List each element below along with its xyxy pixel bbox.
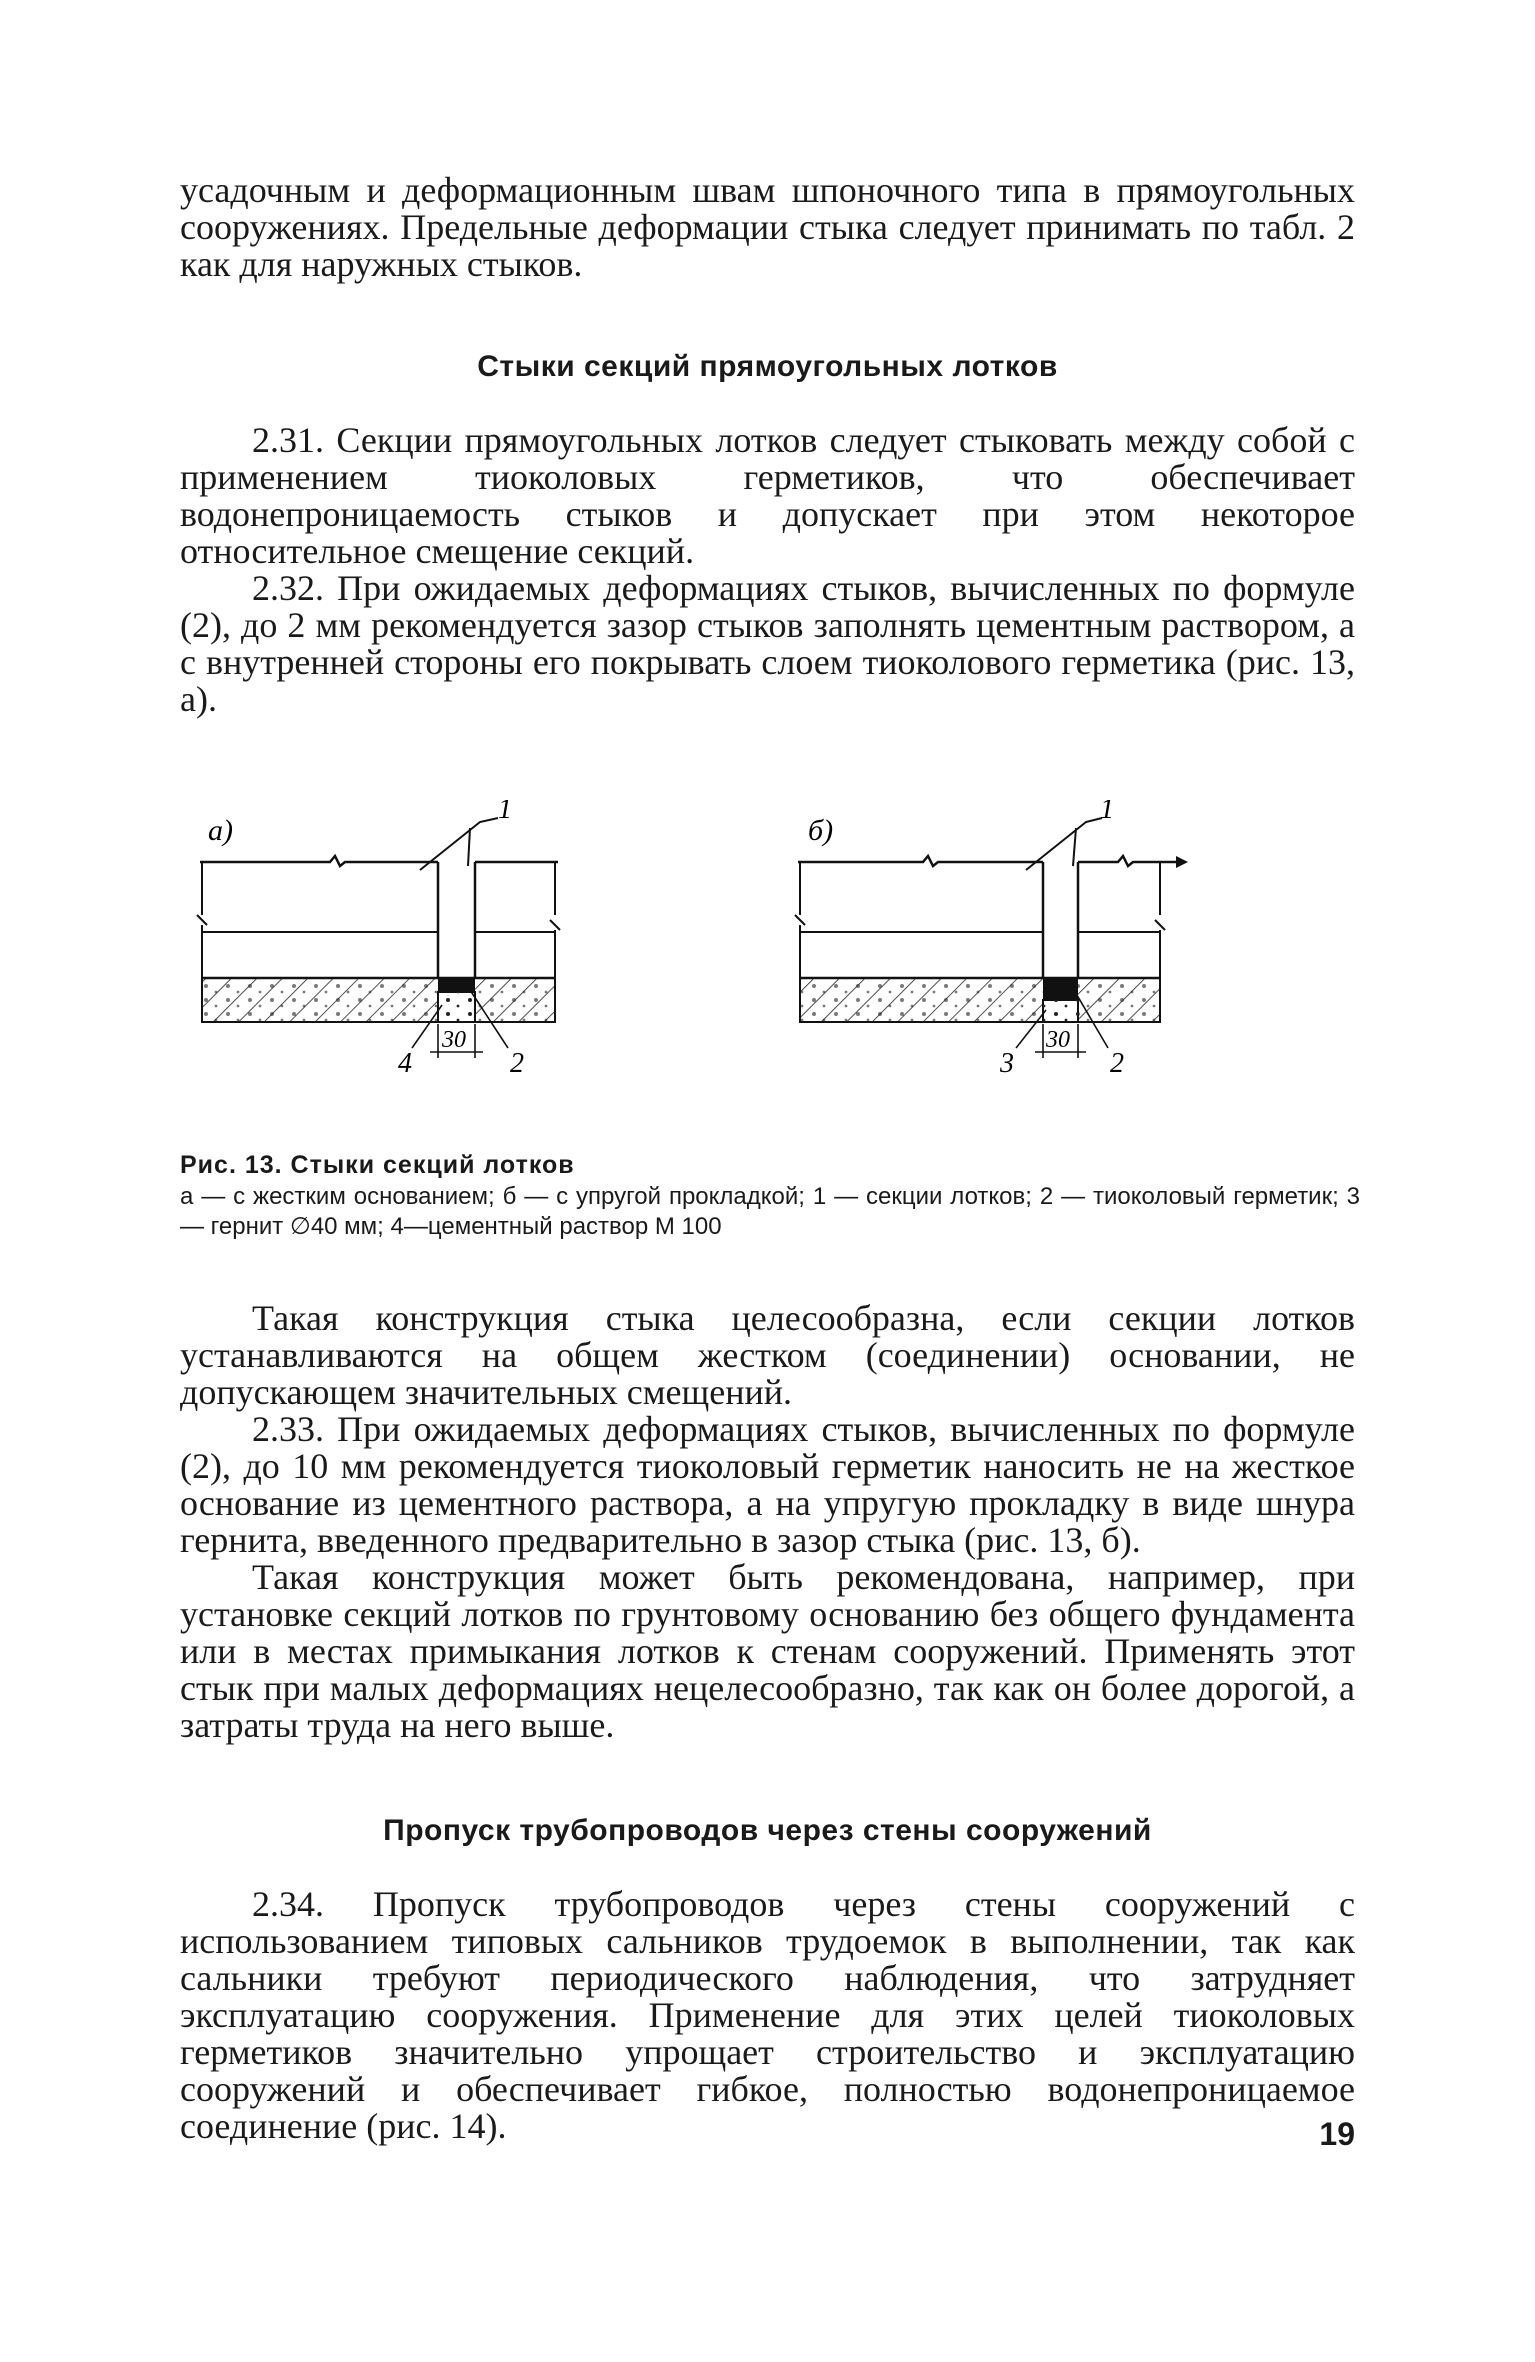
paragraph-2-31: 2.31. Секции прямоугольных лотков следует стыковать между собой с применением тиоколовых герметиков, что обеспечивает водонепроницаемость стыков и допускает при этом некоторое относительное смещение секций.	[180, 420, 1355, 571]
section-heading-pipelines: Пропуск трубопроводов через стены сооружений	[383, 1814, 1152, 1847]
section-2-33	[180, 1300, 1355, 1744]
panel-b-dimension: 30	[1046, 1027, 1070, 1053]
panel-b-label-1: 1	[1100, 800, 1114, 825]
panel-b-label: б)	[808, 814, 834, 847]
figure-panel-b	[795, 800, 1188, 1079]
panel-a-label-4: 4	[398, 1048, 412, 1079]
figure-panel-a	[197, 800, 560, 1079]
panel-a-label-2: 2	[510, 1048, 524, 1079]
paragraph-intro: усадочным и деформационным швам шпоночного типа в прямоугольных сооружениях. Предельные деформации стыка следует принимать по табл. 2 как для наружных стыков.	[180, 170, 1355, 284]
paragraph-2-33: 2.33. При ожидаемых деформациях стыков, вычисленных по формуле (2), до 10 мм рекомендуется тиоколовый герметик наносить не на жесткое основание из цементного раствора, а на упругую прокладку в виде шнура гернита, введенного предварительно в зазор стыка (рис. 13, б).	[180, 1409, 1355, 1560]
section-heading-joints: Стыки секций прямоугольных лотков	[477, 350, 1058, 383]
page-number: 19	[1319, 2116, 1355, 2152]
panel-b-label-3: 3	[1000, 1048, 1014, 1079]
paragraph-2-32: 2.32. При ожидаемых деформациях стыков, вычисленных по формуле (2), до 2 мм рекомендуется зазор стыков заполнять цементным раствором, а с внутренней стороны его покрывать слоем тиоколового герметика (рис. 13, а).	[180, 568, 1355, 719]
paragraph-after-figure: Такая конструкция стыка целесообразна, если секции лотков устанавливаются на общем жестком (соединении) основании, не допускающем значительных смещений.	[180, 1298, 1355, 1412]
figure-caption-legend: а — с жестким основанием; б — с упругой прокладкой; 1 — секции лотков; 2 — тиоколовый герметик; 3 — гернит ∅40 мм; 4—цементный раствор М 100	[180, 1183, 1360, 1240]
figure-13-caption	[180, 1148, 1360, 1242]
panel-b-label-2: 2	[1110, 1048, 1124, 1079]
section-2-34	[180, 1886, 1355, 2145]
paragraph-2-34: 2.34. Пропуск трубопроводов через стены сооружений с использованием типовых сальников трудоемок в выполнении, так как сальники требуют периодического наблюдения, что затрудняет эксплуатацию сооружения. Применение для этих целей тиоколовых герметиков значительно упрощает строительство и эксплуатацию сооружений и обеспечивает гибкое, полностью водонепроницаемое соединение (рис. 14).	[180, 1884, 1355, 2146]
panel-a-label-1: 1	[498, 800, 512, 825]
section-2-31-2-32	[180, 422, 1355, 718]
figure-13-drawing	[180, 800, 1380, 1140]
intro-paragraph	[180, 172, 1355, 283]
panel-a-label: а)	[208, 814, 233, 847]
figure-caption-title: Рис. 13. Стыки секций лотков	[180, 1151, 575, 1179]
paragraph-2-33b: Такая конструкция может быть рекомендована, например, при установке секций лотков по грунтовому основанию без общего фундамента или в местах примыкания лотков к стенам сооружений. Применять этот стык при малых деформациях нецелесообразно, так как он более дорогой, а затраты труда на него выше.	[180, 1557, 1355, 1745]
panel-a-dimension: 30	[442, 1027, 466, 1053]
